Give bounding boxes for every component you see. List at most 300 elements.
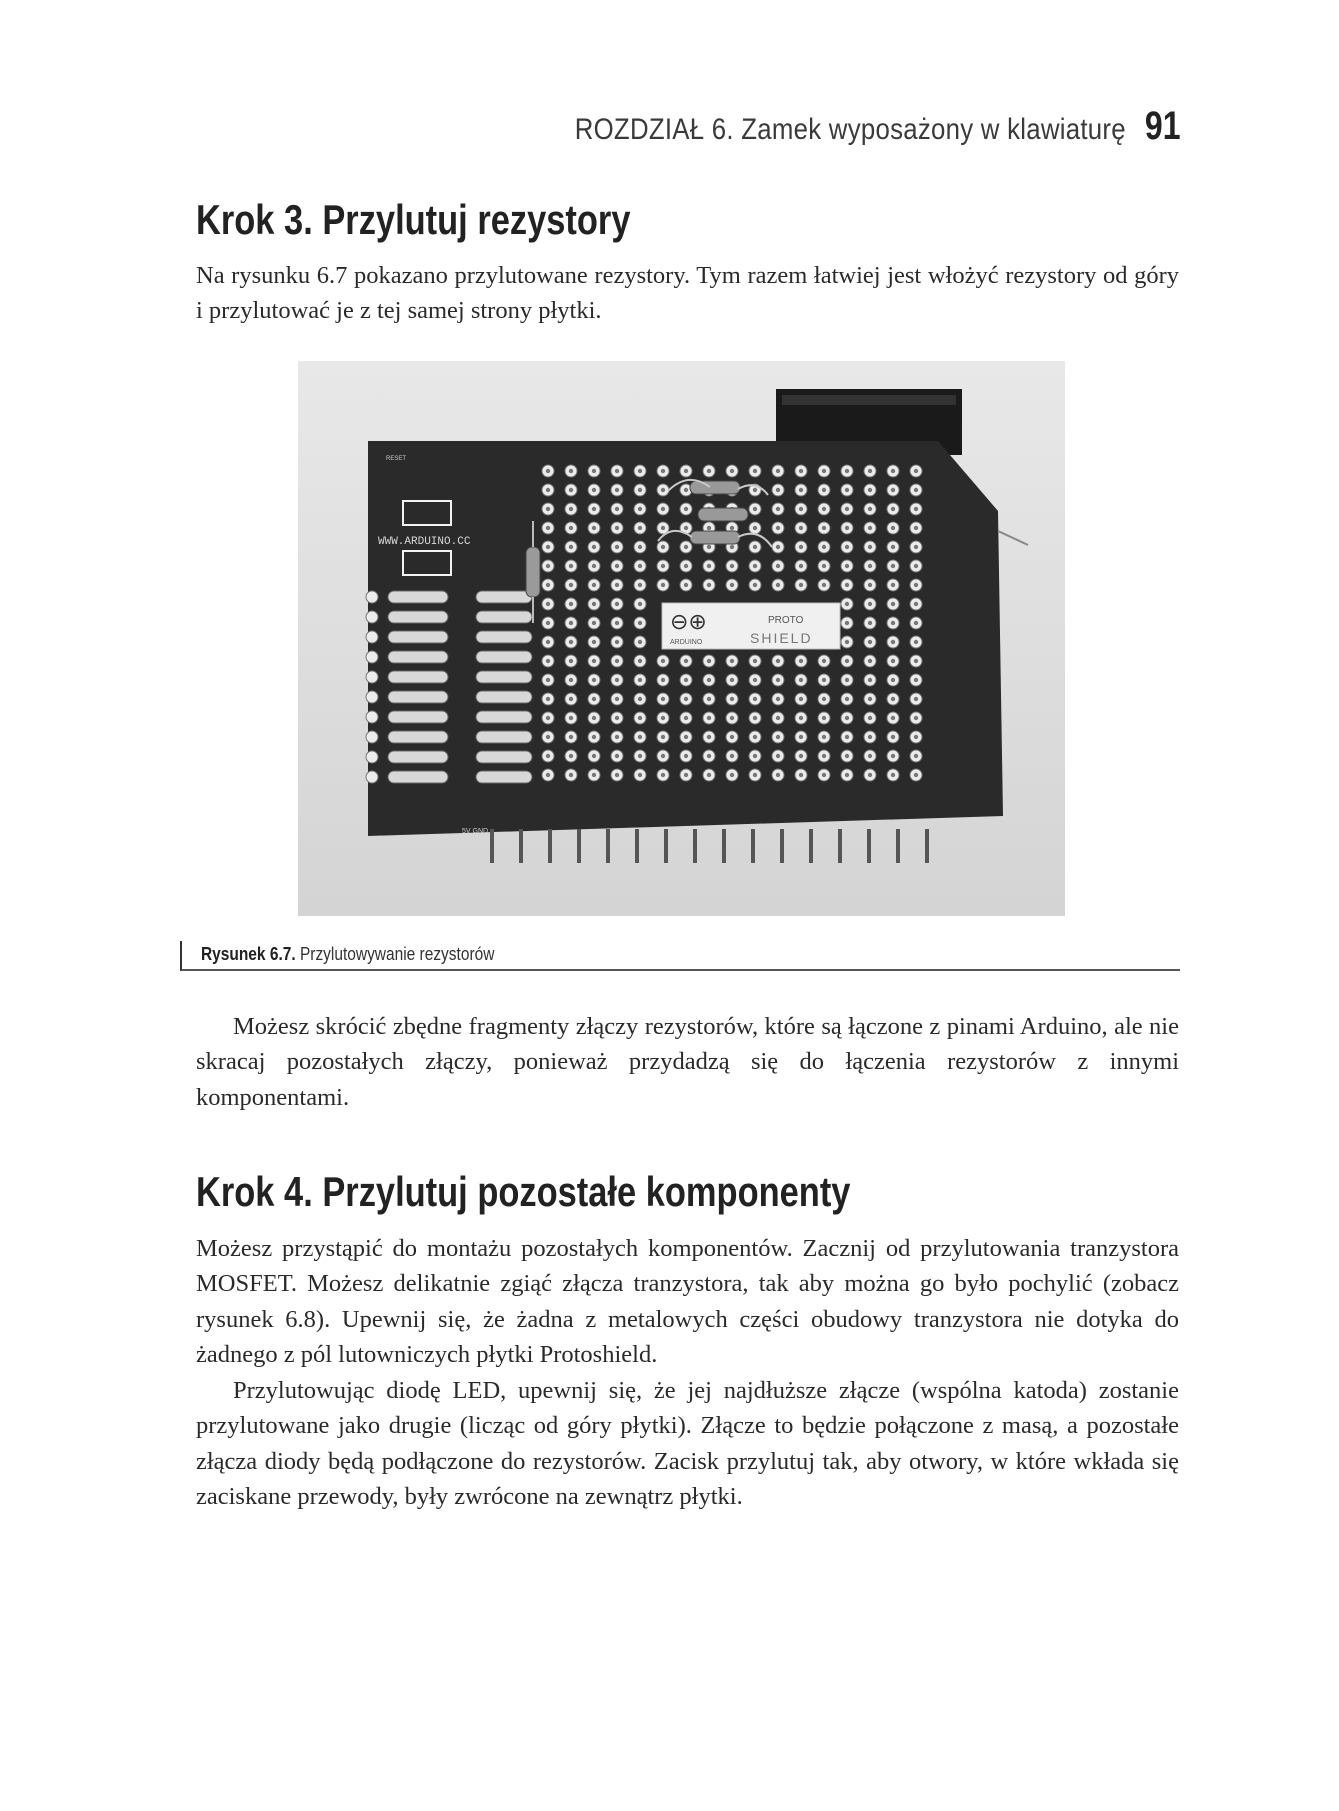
pad-hole [684, 564, 688, 568]
pad-hole [799, 678, 803, 682]
pad-hole [661, 488, 665, 492]
figure-caption [180, 941, 1180, 971]
pad-hole [845, 735, 849, 739]
pad-hole [707, 469, 711, 473]
pad-hole [845, 754, 849, 758]
header-pin [867, 829, 871, 863]
pad-hole [776, 697, 780, 701]
pad-hole [684, 583, 688, 587]
pad-hole [799, 659, 803, 663]
step4-paragraph-2: Przylutowując diodę LED, upewnij się, że jej najdłuższe złącze (wspólna katoda) zostanie przylutowane jako drugie (licząc od góry płytki). Złącze to będzie połączone z masą, a pozostałe złącza diody będą podłączone do rezystorów. Zacisk przylutuj tak, aby otwory, w które wkłada się zaciskane przewody, były zwrócone na zewnątrz płytki. [196, 1377, 1179, 1511]
pad-hole [845, 545, 849, 549]
pad-hole [868, 507, 872, 511]
pad-hole [914, 507, 918, 511]
pad-hole [891, 773, 895, 777]
pad-hole [891, 583, 895, 587]
pad-hole [569, 659, 573, 663]
pad-hole [615, 583, 619, 587]
pad-hole [891, 716, 895, 720]
pad-hole [845, 469, 849, 473]
pad-hole [914, 526, 918, 530]
pad-hole [638, 469, 642, 473]
pad-hole [592, 583, 596, 587]
pad-hole [707, 659, 711, 663]
pad-hole [569, 545, 573, 549]
pad-hole [661, 697, 665, 701]
pad-hole [707, 754, 711, 758]
pad-hole [845, 507, 849, 511]
pad-hole [684, 545, 688, 549]
pad-hole [753, 754, 757, 758]
header-pin [635, 829, 639, 863]
pad-hole [569, 621, 573, 625]
pad-strip [476, 651, 532, 663]
pad-hole [707, 564, 711, 568]
pad-hole [592, 735, 596, 739]
pad-hole [845, 602, 849, 606]
pad-hole [569, 754, 573, 758]
logo-arduino-text: ARDUINO [670, 639, 703, 646]
step4-heading: Krok 4. Przylutuj pozostałe komponenty [196, 1168, 851, 1215]
pad-hole [753, 716, 757, 720]
header-pin [722, 829, 726, 863]
pad-hole [546, 754, 550, 758]
pad-hole [753, 697, 757, 701]
pad-hole [707, 716, 711, 720]
pad-hole [845, 716, 849, 720]
pad-hole [661, 735, 665, 739]
pad-hole [569, 564, 573, 568]
pad-strip [388, 751, 448, 763]
pad-hole [868, 678, 872, 682]
edge-pad [366, 591, 378, 603]
pad-hole [592, 488, 596, 492]
pad-hole [546, 697, 550, 701]
header-pin [664, 829, 668, 863]
pad-strip [476, 611, 532, 623]
pad-hole [661, 659, 665, 663]
pad-hole [546, 621, 550, 625]
pad-hole [914, 754, 918, 758]
pad-hole [868, 488, 872, 492]
pad-hole [753, 678, 757, 682]
pad-hole [753, 564, 757, 568]
pad-hole [845, 697, 849, 701]
pad-hole [638, 697, 642, 701]
pad-hole [638, 716, 642, 720]
pad-hole [546, 735, 550, 739]
edge-pad [366, 631, 378, 643]
pad-hole [822, 545, 826, 549]
pad-hole [592, 621, 596, 625]
pad-hole [822, 507, 826, 511]
pad-hole [845, 488, 849, 492]
pad-hole [914, 488, 918, 492]
pad-hole [753, 545, 757, 549]
pad-hole [799, 545, 803, 549]
proto-shield-illustration [298, 361, 1065, 916]
caption-text: Przylutowywanie rezystorów [299, 944, 495, 964]
logo-proto-text: PROTO [768, 615, 804, 626]
reset-label: RESET [386, 456, 407, 462]
page-number: 91 [1144, 104, 1180, 148]
pad-hole [868, 621, 872, 625]
pad-hole [891, 507, 895, 511]
arduino-logo-icon: ⊖⊕ [670, 609, 707, 634]
pad-hole [546, 659, 550, 663]
header-pin [693, 829, 697, 863]
pad-hole [822, 678, 826, 682]
pad-hole [914, 735, 918, 739]
pad-hole [707, 526, 711, 530]
pad-hole [661, 564, 665, 568]
pad-hole [661, 469, 665, 473]
step3-heading: Krok 3. Przylutuj rezystory [196, 196, 631, 243]
pad-hole [868, 754, 872, 758]
pad-hole [638, 735, 642, 739]
header-pin [896, 829, 900, 863]
pad-hole [822, 583, 826, 587]
pad-hole [615, 697, 619, 701]
header-pin [490, 829, 494, 863]
pad-hole [799, 716, 803, 720]
pad-hole [730, 659, 734, 663]
pad-hole [615, 678, 619, 682]
pad-hole [822, 773, 826, 777]
pad-hole [569, 697, 573, 701]
pad-hole [845, 621, 849, 625]
pad-hole [592, 564, 596, 568]
pad-hole [569, 640, 573, 644]
edge-pad [366, 691, 378, 703]
pad-hole [868, 716, 872, 720]
pad-hole [684, 716, 688, 720]
edge-pad [366, 711, 378, 723]
pad-hole [845, 526, 849, 530]
pad-hole [914, 659, 918, 663]
pad-hole [891, 526, 895, 530]
pad-strip [388, 771, 448, 783]
pad-hole [592, 716, 596, 720]
pad-strip [388, 691, 448, 703]
pad-hole [615, 488, 619, 492]
pad-hole [776, 526, 780, 530]
pad-hole [707, 583, 711, 587]
pad-hole [684, 735, 688, 739]
pad-strip [388, 731, 448, 743]
pad-hole [546, 773, 550, 777]
pad-hole [730, 564, 734, 568]
pad-hole [822, 754, 826, 758]
pad-hole [822, 716, 826, 720]
pad-hole [776, 507, 780, 511]
pad-hole [753, 507, 757, 511]
pad-hole [914, 602, 918, 606]
pad-strip [476, 691, 532, 703]
pad-hole [661, 507, 665, 511]
pad-hole [868, 526, 872, 530]
pad-hole [707, 678, 711, 682]
pad-hole [868, 659, 872, 663]
header-top-edge [782, 395, 956, 405]
pad-hole [730, 469, 734, 473]
pad-hole [684, 507, 688, 511]
pad-hole [799, 754, 803, 758]
pad-hole [569, 773, 573, 777]
pad-hole [684, 488, 688, 492]
pad-hole [592, 640, 596, 644]
pad-hole [776, 659, 780, 663]
pad-strip [388, 591, 448, 603]
pad-hole [868, 735, 872, 739]
header-pin [548, 829, 552, 863]
pad-hole [891, 621, 895, 625]
pad-hole [638, 773, 642, 777]
pad-hole [822, 564, 826, 568]
pad-hole [569, 602, 573, 606]
pad-hole [546, 526, 550, 530]
pad-hole [592, 545, 596, 549]
pad-hole [776, 488, 780, 492]
pad-hole [799, 564, 803, 568]
pad-hole [776, 773, 780, 777]
pad-hole [638, 659, 642, 663]
figure-proto-shield-photo [298, 361, 1065, 916]
pad-hole [914, 678, 918, 682]
pad-hole [753, 583, 757, 587]
pad-hole [684, 678, 688, 682]
pad-hole [730, 583, 734, 587]
pad-hole [776, 564, 780, 568]
pad-hole [845, 640, 849, 644]
pad-hole [546, 488, 550, 492]
pad-hole [868, 545, 872, 549]
pad-hole [638, 621, 642, 625]
pad-hole [822, 697, 826, 701]
pad-hole [592, 754, 596, 758]
pad-hole [753, 735, 757, 739]
header-pin [751, 829, 755, 863]
pad-hole [615, 773, 619, 777]
pad-strip [476, 771, 532, 783]
pad-hole [753, 488, 757, 492]
pad-hole [845, 564, 849, 568]
pad-hole [615, 754, 619, 758]
pad-strip [388, 631, 448, 643]
pad-hole [776, 716, 780, 720]
pad-hole [569, 526, 573, 530]
pad-strip [476, 751, 532, 763]
website-text: WWW.ARDUINO.CC [378, 536, 471, 548]
pad-hole [799, 488, 803, 492]
pad-hole [730, 754, 734, 758]
pad-strip [388, 651, 448, 663]
pad-hole [822, 469, 826, 473]
pad-hole [592, 526, 596, 530]
pad-hole [822, 488, 826, 492]
edge-pad [366, 751, 378, 763]
header-pin [809, 829, 813, 863]
pad-hole [776, 735, 780, 739]
pad-hole [891, 640, 895, 644]
pad-hole [891, 602, 895, 606]
pad-strip [476, 591, 532, 603]
pad-hole [615, 564, 619, 568]
pad-hole [753, 659, 757, 663]
pad-hole [914, 583, 918, 587]
pad-hole [707, 735, 711, 739]
pad-hole [799, 697, 803, 701]
pad-hole [684, 659, 688, 663]
pad-hole [592, 469, 596, 473]
pad-hole [661, 678, 665, 682]
step3-paragraph: Na rysunku 6.7 pokazano przylutowane rezystory. Tym razem łatwiej jest włożyć rezystory od góry i przylutować je z tej samej strony płytki. [196, 262, 1179, 325]
pad-hole [546, 678, 550, 682]
pad-hole [638, 678, 642, 682]
pad-hole [546, 583, 550, 587]
pad-hole [684, 526, 688, 530]
pad-hole [615, 469, 619, 473]
pad-hole [799, 526, 803, 530]
pad-hole [891, 545, 895, 549]
pad-hole [684, 773, 688, 777]
pad-hole [730, 526, 734, 530]
after-figure-paragraph: Możesz skrócić zbędne fragmenty złączy rezystorów, które są łączone z pinami Arduino, ale nie skracaj pozostałych złączy, ponieważ przydadzą się do łączenia rezystorów z innymi komponentami. [196, 1013, 1179, 1111]
edge-pad [366, 771, 378, 783]
pad-hole [569, 488, 573, 492]
pad-hole [799, 469, 803, 473]
header-pin [606, 829, 610, 863]
pad-hole [730, 735, 734, 739]
chapter-title: ROZDZIAŁ 6. Zamek wyposażony w klawiaturę [574, 113, 1126, 146]
pad-hole [914, 545, 918, 549]
pad-hole [661, 545, 665, 549]
pad-hole [546, 564, 550, 568]
pad-hole [868, 602, 872, 606]
pad-hole [638, 526, 642, 530]
pad-hole [615, 716, 619, 720]
pad-hole [891, 735, 895, 739]
header-pin [780, 829, 784, 863]
pad-hole [569, 678, 573, 682]
header-pin [519, 829, 523, 863]
pad-hole [891, 697, 895, 701]
pad-hole [868, 697, 872, 701]
pad-hole [638, 488, 642, 492]
edge-pad [366, 651, 378, 663]
pad-hole [891, 754, 895, 758]
pad-hole [707, 773, 711, 777]
pad-hole [638, 545, 642, 549]
pad-strip [388, 711, 448, 723]
pad-hole [891, 488, 895, 492]
pad-hole [684, 754, 688, 758]
pad-strip [476, 631, 532, 643]
pad-hole [891, 564, 895, 568]
pad-hole [776, 545, 780, 549]
pad-hole [868, 469, 872, 473]
edge-pad [366, 671, 378, 683]
pad-hole [868, 564, 872, 568]
pad-hole [638, 602, 642, 606]
pad-hole [776, 469, 780, 473]
pad-hole [730, 545, 734, 549]
pad-hole [799, 735, 803, 739]
pad-hole [546, 545, 550, 549]
pad-hole [592, 507, 596, 511]
pad-hole [914, 640, 918, 644]
logo-shield-text: SHIELD [750, 630, 813, 646]
pad-hole [776, 583, 780, 587]
pad-hole [569, 716, 573, 720]
pad-hole [569, 469, 573, 473]
pad-hole [868, 583, 872, 587]
pad-hole [799, 773, 803, 777]
pad-hole [638, 754, 642, 758]
pad-hole [615, 621, 619, 625]
pad-hole [661, 773, 665, 777]
pad-hole [868, 773, 872, 777]
pad-hole [822, 735, 826, 739]
pad-hole [569, 735, 573, 739]
pad-hole [914, 564, 918, 568]
pad-hole [914, 773, 918, 777]
pad-hole [914, 716, 918, 720]
pad-hole [799, 507, 803, 511]
pad-hole [592, 659, 596, 663]
pad-hole [592, 678, 596, 682]
pad-hole [615, 545, 619, 549]
pad-hole [592, 773, 596, 777]
pad-hole [914, 697, 918, 701]
header-pin [577, 829, 581, 863]
pad-hole [615, 640, 619, 644]
pad-hole [638, 507, 642, 511]
pad-hole [707, 697, 711, 701]
pad-hole [822, 526, 826, 530]
pad-hole [569, 583, 573, 587]
pad-hole [730, 678, 734, 682]
pad-hole [799, 583, 803, 587]
edge-pad [366, 611, 378, 623]
pad-hole [845, 678, 849, 682]
pad-hole [707, 545, 711, 549]
pad-hole [868, 640, 872, 644]
power-label: 5V GND [462, 828, 489, 835]
pad-hole [684, 469, 688, 473]
pad-hole [822, 659, 826, 663]
pad-hole [661, 716, 665, 720]
pad-hole [546, 640, 550, 644]
pad-strip [388, 671, 448, 683]
pad-hole [845, 659, 849, 663]
pad-hole [615, 602, 619, 606]
pad-hole [546, 469, 550, 473]
pad-hole [615, 735, 619, 739]
pad-hole [638, 640, 642, 644]
pad-strip [476, 711, 532, 723]
step4-paragraph-1: Możesz przystąpić do montażu pozostałych komponentów. Zacznij od przylutowania tranzystora MOSFET. Możesz delikatnie zgiąć złącza tranzystora, tak aby można go było pochylić (zobacz rysunek 6.8). Upewnij się, że żadna z metalowych części obudowy tranzystora nie dotyka do żadnego z pól lutowniczych płytki Protoshield. [196, 1235, 1179, 1369]
pad-hole [845, 773, 849, 777]
edge-pad [366, 731, 378, 743]
pad-hole [546, 507, 550, 511]
pad-hole [730, 697, 734, 701]
pad-hole [776, 754, 780, 758]
pad-hole [753, 526, 757, 530]
caption-label: Rysunek 6.7. [201, 944, 296, 964]
pad-hole [753, 469, 757, 473]
pad-hole [891, 659, 895, 663]
